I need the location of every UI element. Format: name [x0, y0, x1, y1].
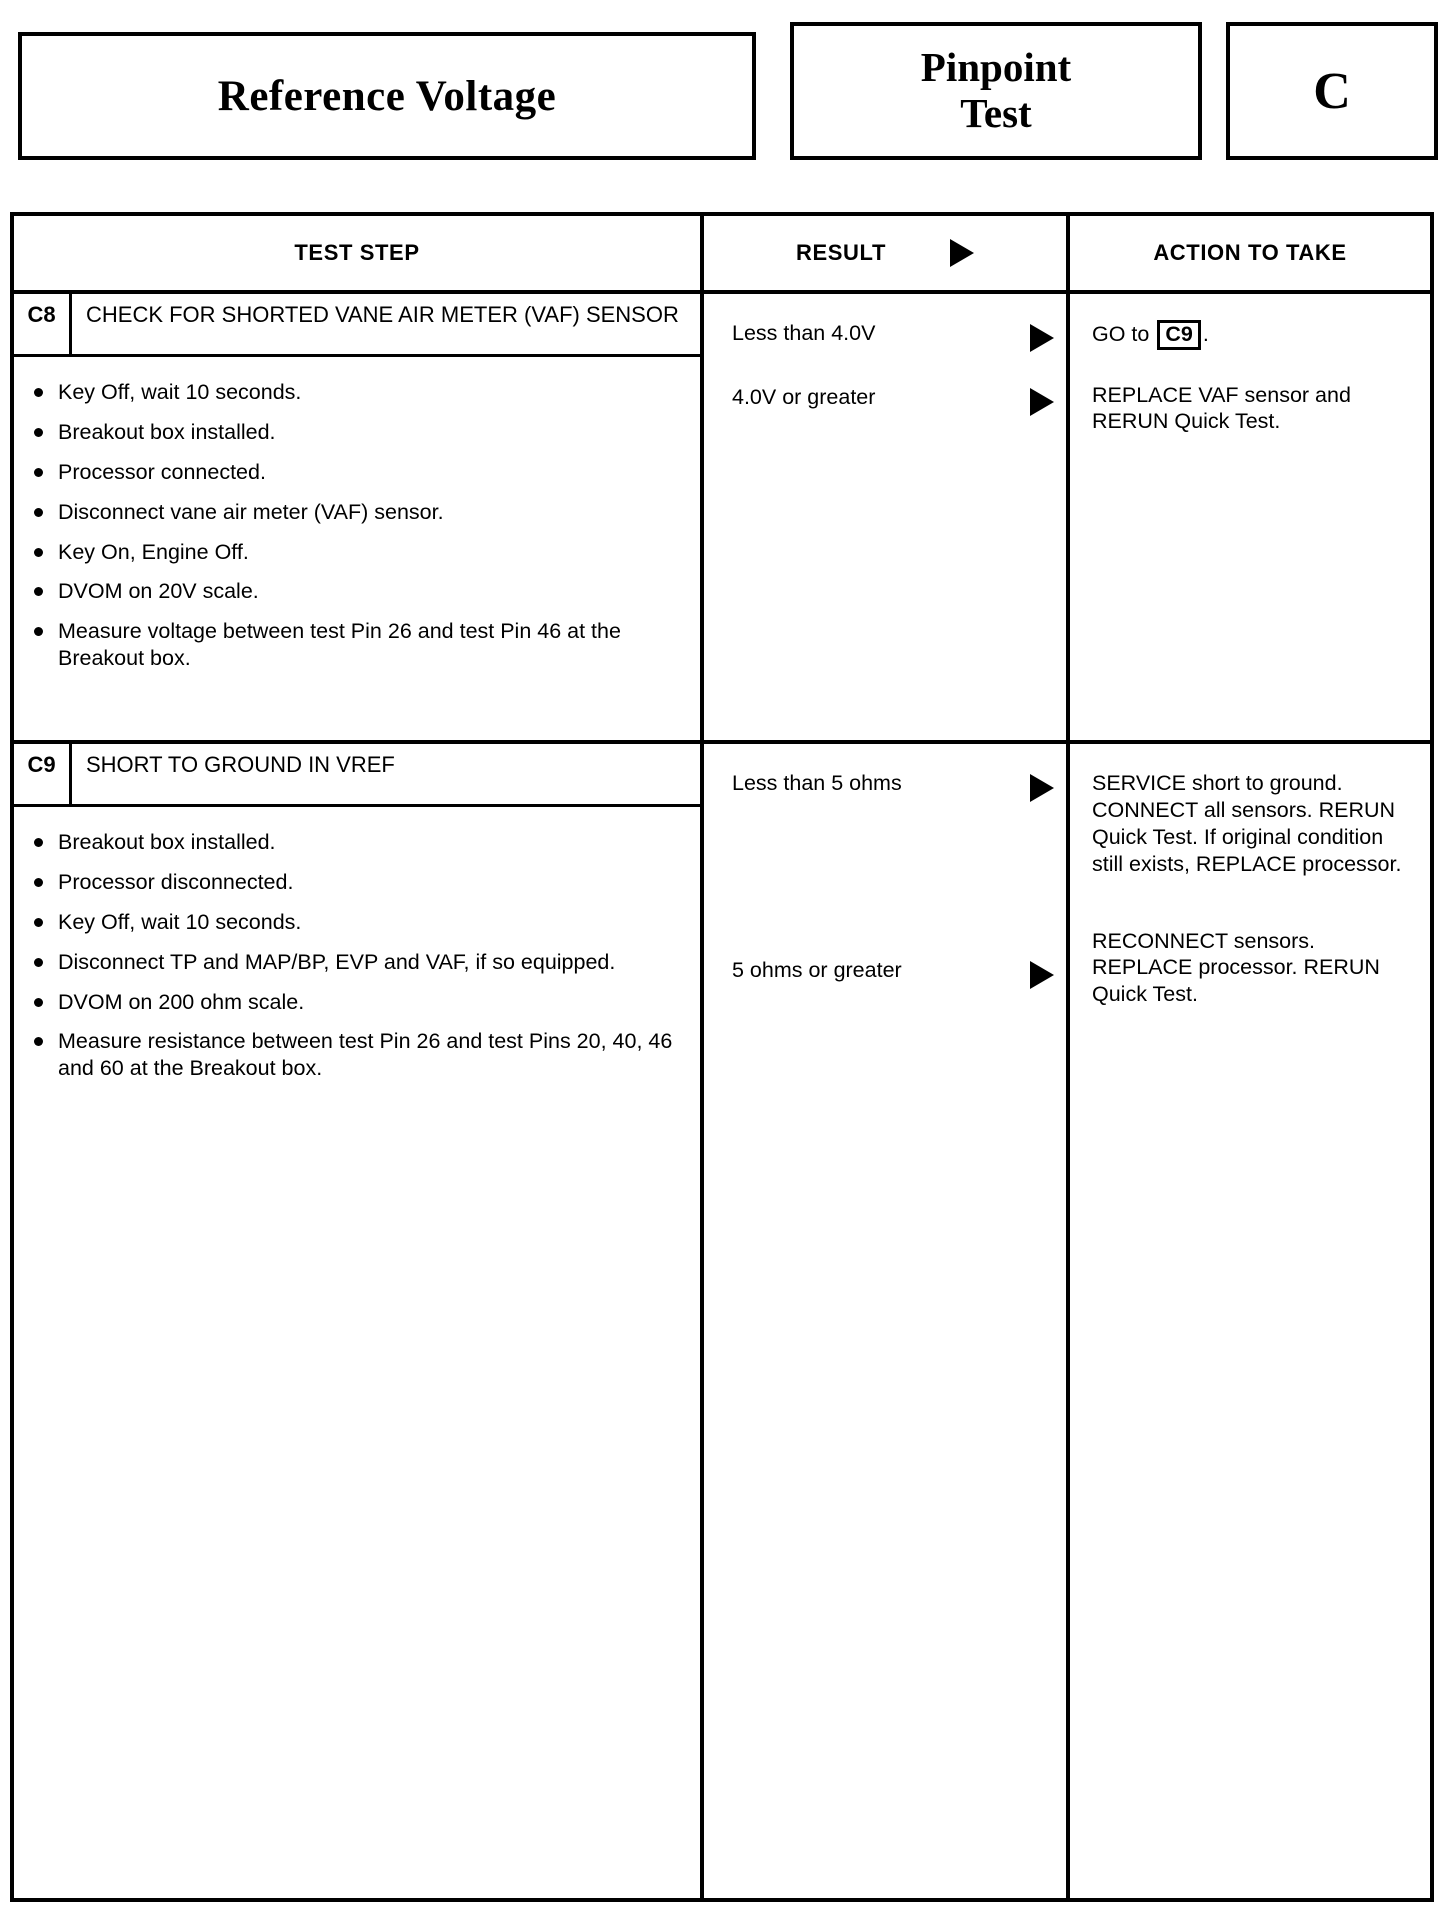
column-header-test-step: TEST STEP — [294, 240, 420, 265]
list-item: DVOM on 20V scale. — [28, 578, 686, 605]
step-header-c8 — [14, 294, 700, 357]
header-pinpoint-box — [790, 22, 1202, 160]
result-text: 5 ohms or greater — [732, 958, 902, 982]
result-list-c8 — [704, 294, 1066, 416]
list-item: Processor disconnected. — [28, 869, 686, 896]
step-bullet-list-c8 — [28, 379, 686, 672]
action-item: REPLACE VAF sensor and RERUN Quick Test. — [1092, 382, 1351, 434]
result-item — [704, 770, 1066, 802]
column-header-result-label: RESULT — [796, 240, 886, 265]
result-item — [704, 957, 1066, 989]
test-step-cell-c9 — [14, 744, 700, 1902]
list-item: Breakout box installed. — [28, 829, 686, 856]
triangle-arrow-icon — [1030, 388, 1054, 416]
action-list-c8 — [1070, 294, 1430, 435]
table-row — [14, 294, 1430, 744]
test-step-cell-c8 — [14, 294, 700, 740]
action-suffix: . — [1202, 322, 1209, 346]
page-title: Reference Voltage — [217, 72, 557, 120]
triangle-arrow-icon — [1030, 774, 1054, 802]
pinpoint-line-1: Pinpoint — [920, 44, 1072, 91]
result-cell-c9 — [700, 744, 1066, 1902]
column-header-action-to-take: ACTION TO TAKE — [1066, 216, 1430, 290]
step-code-c9: C9 — [14, 744, 72, 804]
list-item: Processor connected. — [28, 459, 686, 486]
result-cell-c8 — [700, 294, 1066, 740]
step-title-c8: CHECK FOR SHORTED VANE AIR METER (VAF) SENSOR — [86, 302, 679, 327]
action-list-c9 — [1070, 744, 1430, 1008]
action-item: SERVICE short to ground. CONNECT all sensors. RERUN Quick Test. If original condition still exists, REPLACE processor. — [1092, 771, 1402, 876]
triangle-arrow-icon — [950, 239, 974, 267]
step-body-c9 — [14, 807, 700, 1082]
table-header-row — [14, 216, 1430, 294]
pinpoint-line-2: Test — [960, 90, 1032, 136]
test-letter: C — [1313, 62, 1351, 120]
step-bullet-list-c9 — [28, 829, 686, 1082]
header-letter-box — [1226, 22, 1438, 160]
list-item: Disconnect vane air meter (VAF) sensor. — [28, 499, 686, 526]
column-header-result — [700, 216, 1066, 290]
triangle-arrow-icon — [1030, 961, 1054, 989]
action-cell-c9 — [1066, 744, 1430, 1902]
page-header — [18, 16, 1438, 164]
pinpoint-test-table — [10, 212, 1434, 1902]
list-item: Measure resistance between test Pin 26 and test Pins 20, 40, 46 and 60 at the Breakout box. — [28, 1028, 686, 1082]
result-text: Less than 5 ohms — [732, 771, 902, 795]
triangle-arrow-icon — [1030, 324, 1054, 352]
step-header-c9 — [14, 744, 700, 807]
result-list-c9 — [704, 744, 1066, 989]
result-text: Less than 4.0V — [732, 321, 876, 345]
list-item: DVOM on 200 ohm scale. — [28, 989, 686, 1016]
list-item: Disconnect TP and MAP/BP, EVP and VAF, if so equipped. — [28, 949, 686, 976]
list-item: Breakout box installed. — [28, 419, 686, 446]
pinpoint-test-label — [921, 45, 1071, 137]
table-body — [14, 294, 1430, 1902]
list-item: Key Off, wait 10 seconds. — [28, 379, 686, 406]
list-item: Key On, Engine Off. — [28, 539, 686, 566]
step-title-c9: SHORT TO GROUND IN VREF — [86, 752, 395, 777]
header-title-box — [18, 32, 756, 160]
result-text: 4.0V or greater — [732, 385, 876, 409]
step-body-c8 — [14, 357, 700, 672]
action-cell-c8 — [1066, 294, 1430, 740]
action-prefix: GO to — [1092, 322, 1150, 346]
result-item — [704, 320, 1066, 352]
action-item — [1070, 320, 1430, 350]
list-item: Measure voltage between test Pin 26 and test Pin 46 at the Breakout box. — [28, 618, 686, 672]
action-item: RECONNECT sensors. REPLACE processor. RERUN Quick Test. — [1092, 928, 1380, 1007]
table-row — [14, 744, 1430, 1902]
list-item: Key Off, wait 10 seconds. — [28, 909, 686, 936]
action-step-reference[interactable]: C9 — [1157, 320, 1200, 350]
result-item — [704, 384, 1066, 416]
step-code-c8: C8 — [14, 294, 72, 354]
